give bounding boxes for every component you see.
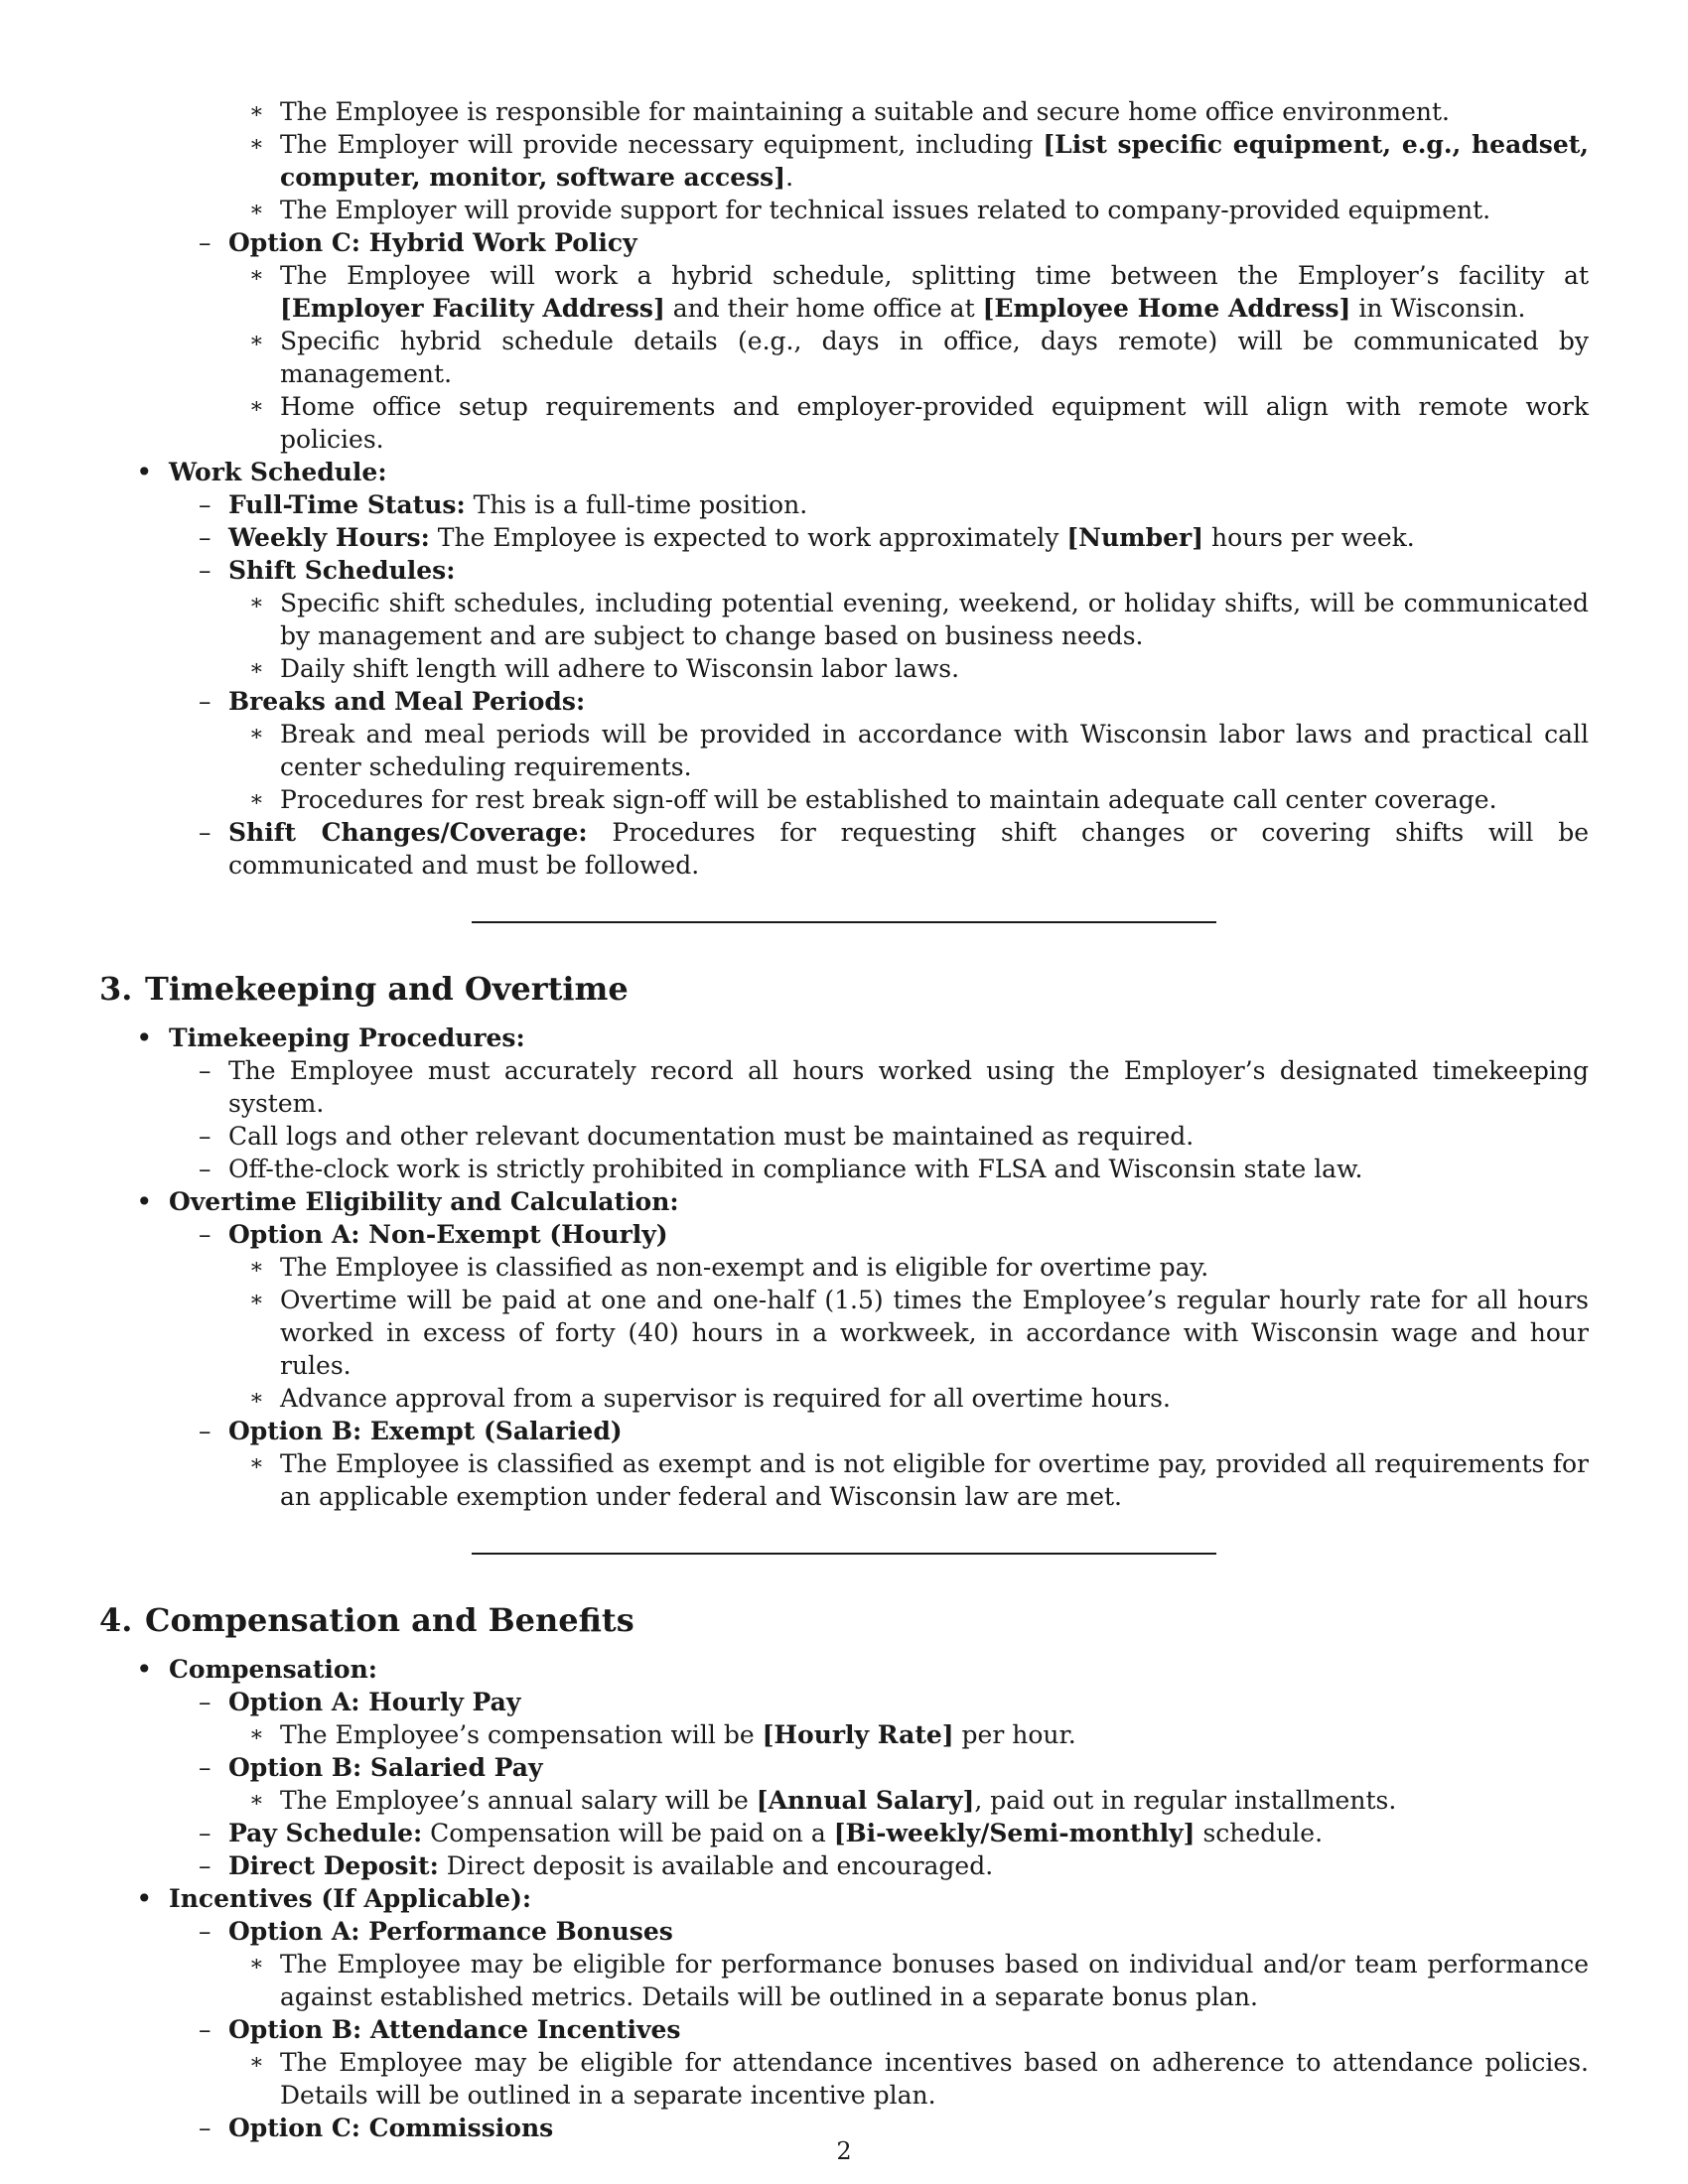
placeholder-hourly-rate: [Hourly Rate] [762, 1720, 954, 1749]
bullet-heading: • Work Schedule: [136, 456, 387, 488]
list-item: ∗ The Employer will provide necessary equipment, including [List specific equipment, e.g., headset, computer, monitor, software access]. [249, 130, 1589, 192]
dash-marker: – [199, 1417, 211, 1445]
placeholder-annual-salary: [Annual Salary] [756, 1786, 975, 1815]
dash-marker: – [199, 1688, 211, 1716]
option-heading: – Option A: Non-Exempt (Hourly) [199, 1220, 668, 1249]
section-heading-compensation: 4. Compensation and Benefits [99, 1601, 634, 1639]
dash-marker: – [199, 2114, 211, 2142]
dash-marker: – [199, 1155, 211, 1183]
bullet-heading: • Compensation: [136, 1653, 377, 1686]
option-heading: – Option A: Performance Bonuses [199, 1917, 673, 1946]
dash-marker: – [199, 2015, 211, 2044]
section-divider [472, 921, 1216, 923]
item-text: Break and meal periods will be provided in accordance with Wisconsin labor laws and practical call center scheduling requirements. [280, 720, 1589, 781]
option-heading: – Option B: Exempt (Salaried) [199, 1417, 623, 1445]
item-text: Home office setup requirements and employer-provided equipment will align with remote work policies. [280, 392, 1589, 454]
list-item: – Weekly Hours: The Employee is expected to work approximately [Number] hours per week. [199, 523, 1415, 552]
star-marker: ∗ [249, 787, 264, 812]
bullet-heading: • Incentives (If Applicable): [136, 1882, 532, 1915]
list-item: ∗ The Employee is classified as non-exempt and is eligible for overtime pay. [249, 1253, 1209, 1282]
bullet-marker: • [136, 1022, 153, 1054]
placeholder-equipment: [List specific equipment, e.g., headset, computer, monitor, software access] [280, 130, 1589, 192]
list-item [99, 783, 1589, 816]
dash-marker: – [199, 1753, 211, 1782]
star-marker: ∗ [249, 1288, 264, 1312]
star-marker: ∗ [249, 1952, 264, 1977]
placeholder-pay-schedule: [Bi-weekly/Semi-monthly] [833, 1819, 1196, 1847]
bullet-marker: • [136, 1882, 153, 1915]
list-item [99, 194, 1589, 226]
star-marker: ∗ [249, 263, 264, 288]
dash-marker: – [199, 490, 211, 519]
star-marker: ∗ [249, 656, 264, 681]
option-heading: – Option C: Commissions [199, 2114, 554, 2142]
bullet-marker: • [136, 1185, 153, 1218]
star-marker: ∗ [249, 329, 264, 353]
dash-marker: – [199, 228, 211, 257]
star-marker: ∗ [249, 1722, 264, 1747]
section-divider [472, 1553, 1216, 1555]
placeholder-number: [Number] [1066, 523, 1204, 552]
star-marker: ∗ [249, 132, 264, 157]
list-item: – Breaks and Meal Periods: [199, 687, 586, 716]
star-marker: ∗ [249, 722, 264, 747]
item-text: Daily shift length will adhere to Wisconsin labor laws. [280, 654, 960, 683]
bullet-heading: • Overtime Eligibility and Calculation: [136, 1185, 679, 1218]
star-marker: ∗ [249, 394, 264, 419]
dash-marker: – [199, 687, 211, 716]
list-item: ∗ Overtime will be paid at one and one-half (1.5) times the Employee’s regular hourly rate for all hours worked in excess of forty (40) hours in a workweek, in accordance with Wisconsin wage and hour rules. [249, 1286, 1589, 1380]
star-marker: ∗ [249, 1255, 264, 1280]
dash-marker: – [199, 1819, 211, 1847]
list-item [99, 718, 1589, 783]
star-marker: ∗ [249, 1788, 264, 1813]
dash-marker: – [199, 1122, 211, 1151]
star-marker: ∗ [249, 591, 264, 615]
list-item: – Full-Time Status: This is a full-time position. [199, 490, 808, 519]
dash-marker: – [199, 1851, 211, 1880]
list-item [99, 390, 1589, 456]
bullet-heading: • Timekeeping Procedures: [136, 1022, 525, 1054]
bullet-marker: • [136, 1653, 153, 1686]
placeholder-home-address: [Employee Home Address] [982, 294, 1351, 323]
list-item: ∗ The Employee is classified as exempt and is not eligible for overtime pay, provided all requirements for an applicable exemption under federal and Wisconsin law are met. [249, 1449, 1589, 1511]
list-item: ∗ The Employee will work a hybrid schedule, splitting time between the Employer’s facility at [Employer Facility Address] and their home office at [Employee Home Address] in Wisconsin. [249, 261, 1589, 323]
list-item: ∗ The Employee’s compensation will be [Hourly Rate] per hour. [249, 1720, 1076, 1749]
list-item [99, 652, 1589, 685]
dash-marker: – [199, 523, 211, 552]
item-text: Procedures for rest break sign-off will be established to maintain adequate call center coverage. [280, 785, 1497, 814]
list-item: – Call logs and other relevant documentation must be maintained as required. [199, 1122, 1195, 1151]
star-marker: ∗ [249, 1386, 264, 1411]
star-marker: ∗ [249, 2050, 264, 2075]
list-item: ∗ Advance approval from a supervisor is required for all overtime hours. [249, 1384, 1171, 1413]
bullet-marker: • [136, 456, 153, 488]
section-heading-timekeeping: 3. Timekeeping and Overtime [99, 970, 629, 1008]
list-item: – Off-the-clock work is strictly prohibited in compliance with FLSA and Wisconsin state law. [199, 1155, 1363, 1183]
list-item [99, 325, 1589, 390]
star-marker: ∗ [249, 99, 264, 124]
item-text: The Employee is responsible for maintaining a suitable and secure home office environment. [280, 97, 1450, 126]
list-item: – Shift Schedules: [199, 556, 456, 585]
dash-marker: – [199, 1056, 211, 1085]
dash-marker: – [199, 818, 211, 847]
option-heading: – Option B: Attendance Incentives [199, 2015, 681, 2044]
list-item: ∗ The Employee’s annual salary will be [Annual Salary], paid out in regular installments. [249, 1786, 1397, 1815]
list-item: ∗ The Employee may be eligible for attendance incentives based on adherence to attendance policies. Details will be outlined in a separate incentive plan. [249, 2048, 1589, 2110]
item-text: The Employer will provide support for technical issues related to company-provided equipment. [280, 196, 1491, 224]
list-item [99, 587, 1589, 652]
page-number: 2 [836, 2137, 852, 2165]
list-item: ∗ The Employee may be eligible for performance bonuses based on individual and/or team performance against established metrics. Details will be outlined in a separate bonus plan. [249, 1950, 1589, 2011]
list-item: – Direct Deposit: Direct deposit is available and encouraged. [199, 1851, 994, 1880]
item-text: Specific hybrid schedule details (e.g., days in office, days remote) will be communicated by management. [280, 327, 1589, 388]
star-marker: ∗ [249, 198, 264, 222]
list-item: – Pay Schedule: Compensation will be paid on a [Bi-weekly/Semi-monthly] schedule. [199, 1819, 1324, 1847]
document-page [99, 95, 1589, 2144]
item-text: Specific shift schedules, including potential evening, weekend, or holiday shifts, will be communicated by management and are subject to change based on business needs. [280, 589, 1589, 650]
option-heading: – Option A: Hourly Pay [199, 1688, 521, 1716]
star-marker: ∗ [249, 1451, 264, 1476]
dash-marker: – [199, 1917, 211, 1946]
dash-marker: – [199, 556, 211, 585]
list-item [99, 95, 1589, 128]
list-item: – The Employee must accurately record all hours worked using the Employer’s designated timekeeping system. [199, 1056, 1589, 1118]
dash-marker: – [199, 1220, 211, 1249]
option-heading: – Option C: Hybrid Work Policy [199, 228, 637, 257]
option-heading: – Option B: Salaried Pay [199, 1753, 543, 1782]
list-item: – Shift Changes/Coverage: Procedures for requesting shift changes or covering shifts will be communicated and must be followed. [199, 818, 1590, 880]
placeholder-employer-address: [Employer Facility Address] [280, 294, 665, 323]
